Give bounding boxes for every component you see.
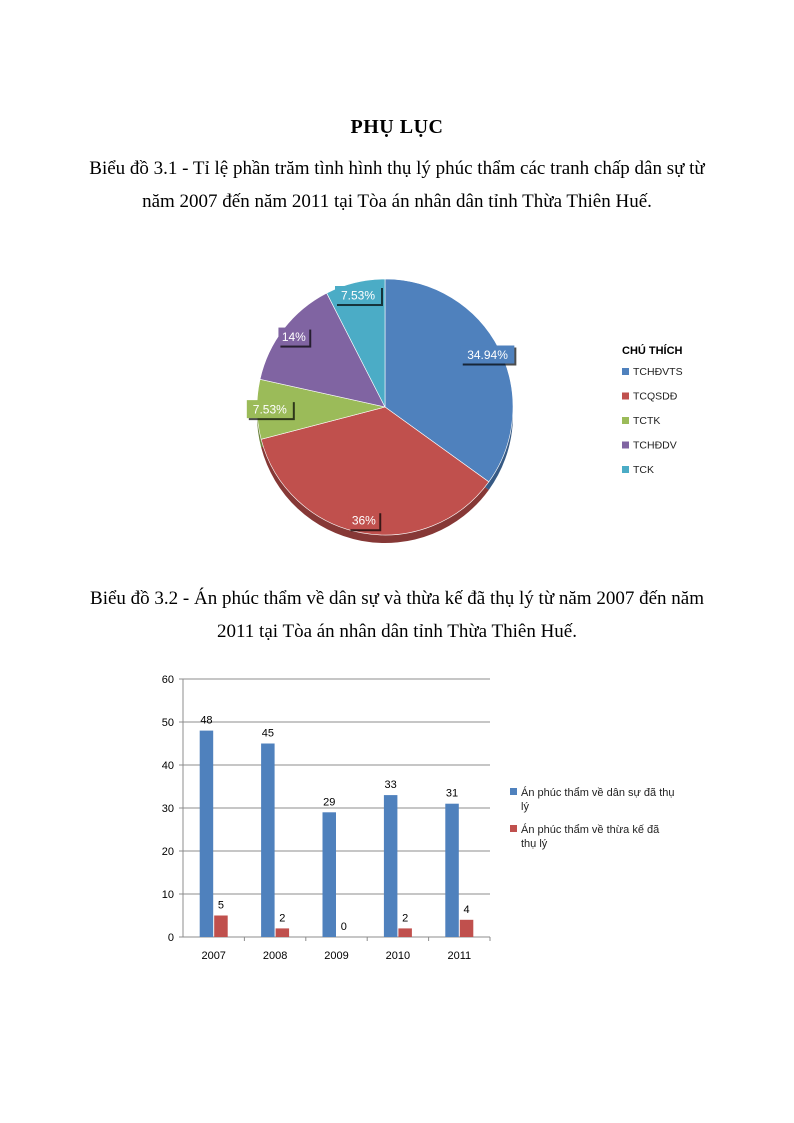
bar-y-tick-label: 60 [161, 674, 174, 686]
pie-chart-caption: Biểu đồ 3.1 - Tỉ lệ phần trăm tình hình thụ lý phúc thẩm các tranh chấp dân sự từ năm 2007 đến năm 2011 tại Tòa án nhân dân tỉnh Thừa Thiên Huế. [89, 158, 705, 212]
bar [200, 731, 214, 937]
bar-y-tick-label: 40 [161, 760, 174, 772]
bar-y-tick-label: 50 [161, 717, 174, 729]
bar-x-tick-label: 2009 [324, 950, 349, 962]
bar [323, 812, 337, 937]
bar [214, 916, 228, 938]
bar-x-tick-label: 2007 [201, 950, 226, 962]
bar-legend-swatch [510, 788, 517, 795]
pie-legend-title: CHÚ THÍCH [622, 345, 683, 357]
bar [398, 928, 412, 937]
bar-data-label: 48 [200, 714, 213, 727]
bar-data-label: 2 [279, 912, 286, 925]
bar-legend-label: Án phúc thẩm về thừa kế đã thụ lý [521, 824, 660, 850]
bar [460, 920, 474, 937]
pie-data-label: 34.94% [467, 348, 508, 363]
bar-y-tick-label: 10 [161, 889, 174, 901]
pie-data-label: 7.53% [340, 288, 376, 303]
bar-data-label: 45 [261, 727, 274, 740]
bar [261, 744, 275, 938]
bar-data-label: 33 [384, 779, 397, 792]
bar-data-label: 4 [463, 903, 470, 916]
pie-data-label: 36% [351, 513, 376, 528]
bar-data-label: 31 [445, 787, 459, 800]
bar-legend-label: Án phúc thẩm về dân sự đã thụ lý [521, 787, 675, 813]
pie-legend-label: TCHĐDV [633, 439, 677, 452]
bar-y-tick-label: 30 [161, 803, 174, 815]
bar [445, 804, 459, 937]
pie-data-label: 14% [281, 330, 306, 345]
bar-legend-swatch [510, 825, 517, 832]
bar [384, 795, 398, 937]
pie-legend-label: TCQSDĐ [633, 390, 678, 403]
bar-x-tick-label: 2011 [447, 950, 472, 962]
bar-data-label: 0 [340, 921, 347, 933]
pie-data-label: 7.53% [252, 402, 287, 417]
bar-data-label: 5 [217, 899, 225, 912]
pie-legend-label: TCTK [633, 415, 661, 427]
bar-y-tick-label: 0 [167, 932, 174, 944]
bar-chart-caption: Biểu đồ 3.2 - Án phúc thẩm về dân sự và thừa kế đã thụ lý từ năm 2007 đến năm 2011 tại Tòa án nhân dân tỉnh Thừa Thiên Huế. [90, 588, 704, 642]
pie-legend-label: TCK [633, 464, 654, 476]
page-heading: PHỤ LỤC [350, 116, 444, 138]
bar [276, 928, 290, 937]
bar-y-tick-label: 20 [161, 846, 174, 858]
bar-x-tick-label: 2008 [262, 950, 288, 962]
pie-legend-label: TCHĐVTS [633, 366, 683, 378]
bar-data-label: 2 [402, 912, 409, 925]
bar-data-label: 29 [323, 796, 336, 809]
bar-x-tick-label: 2010 [385, 950, 411, 962]
